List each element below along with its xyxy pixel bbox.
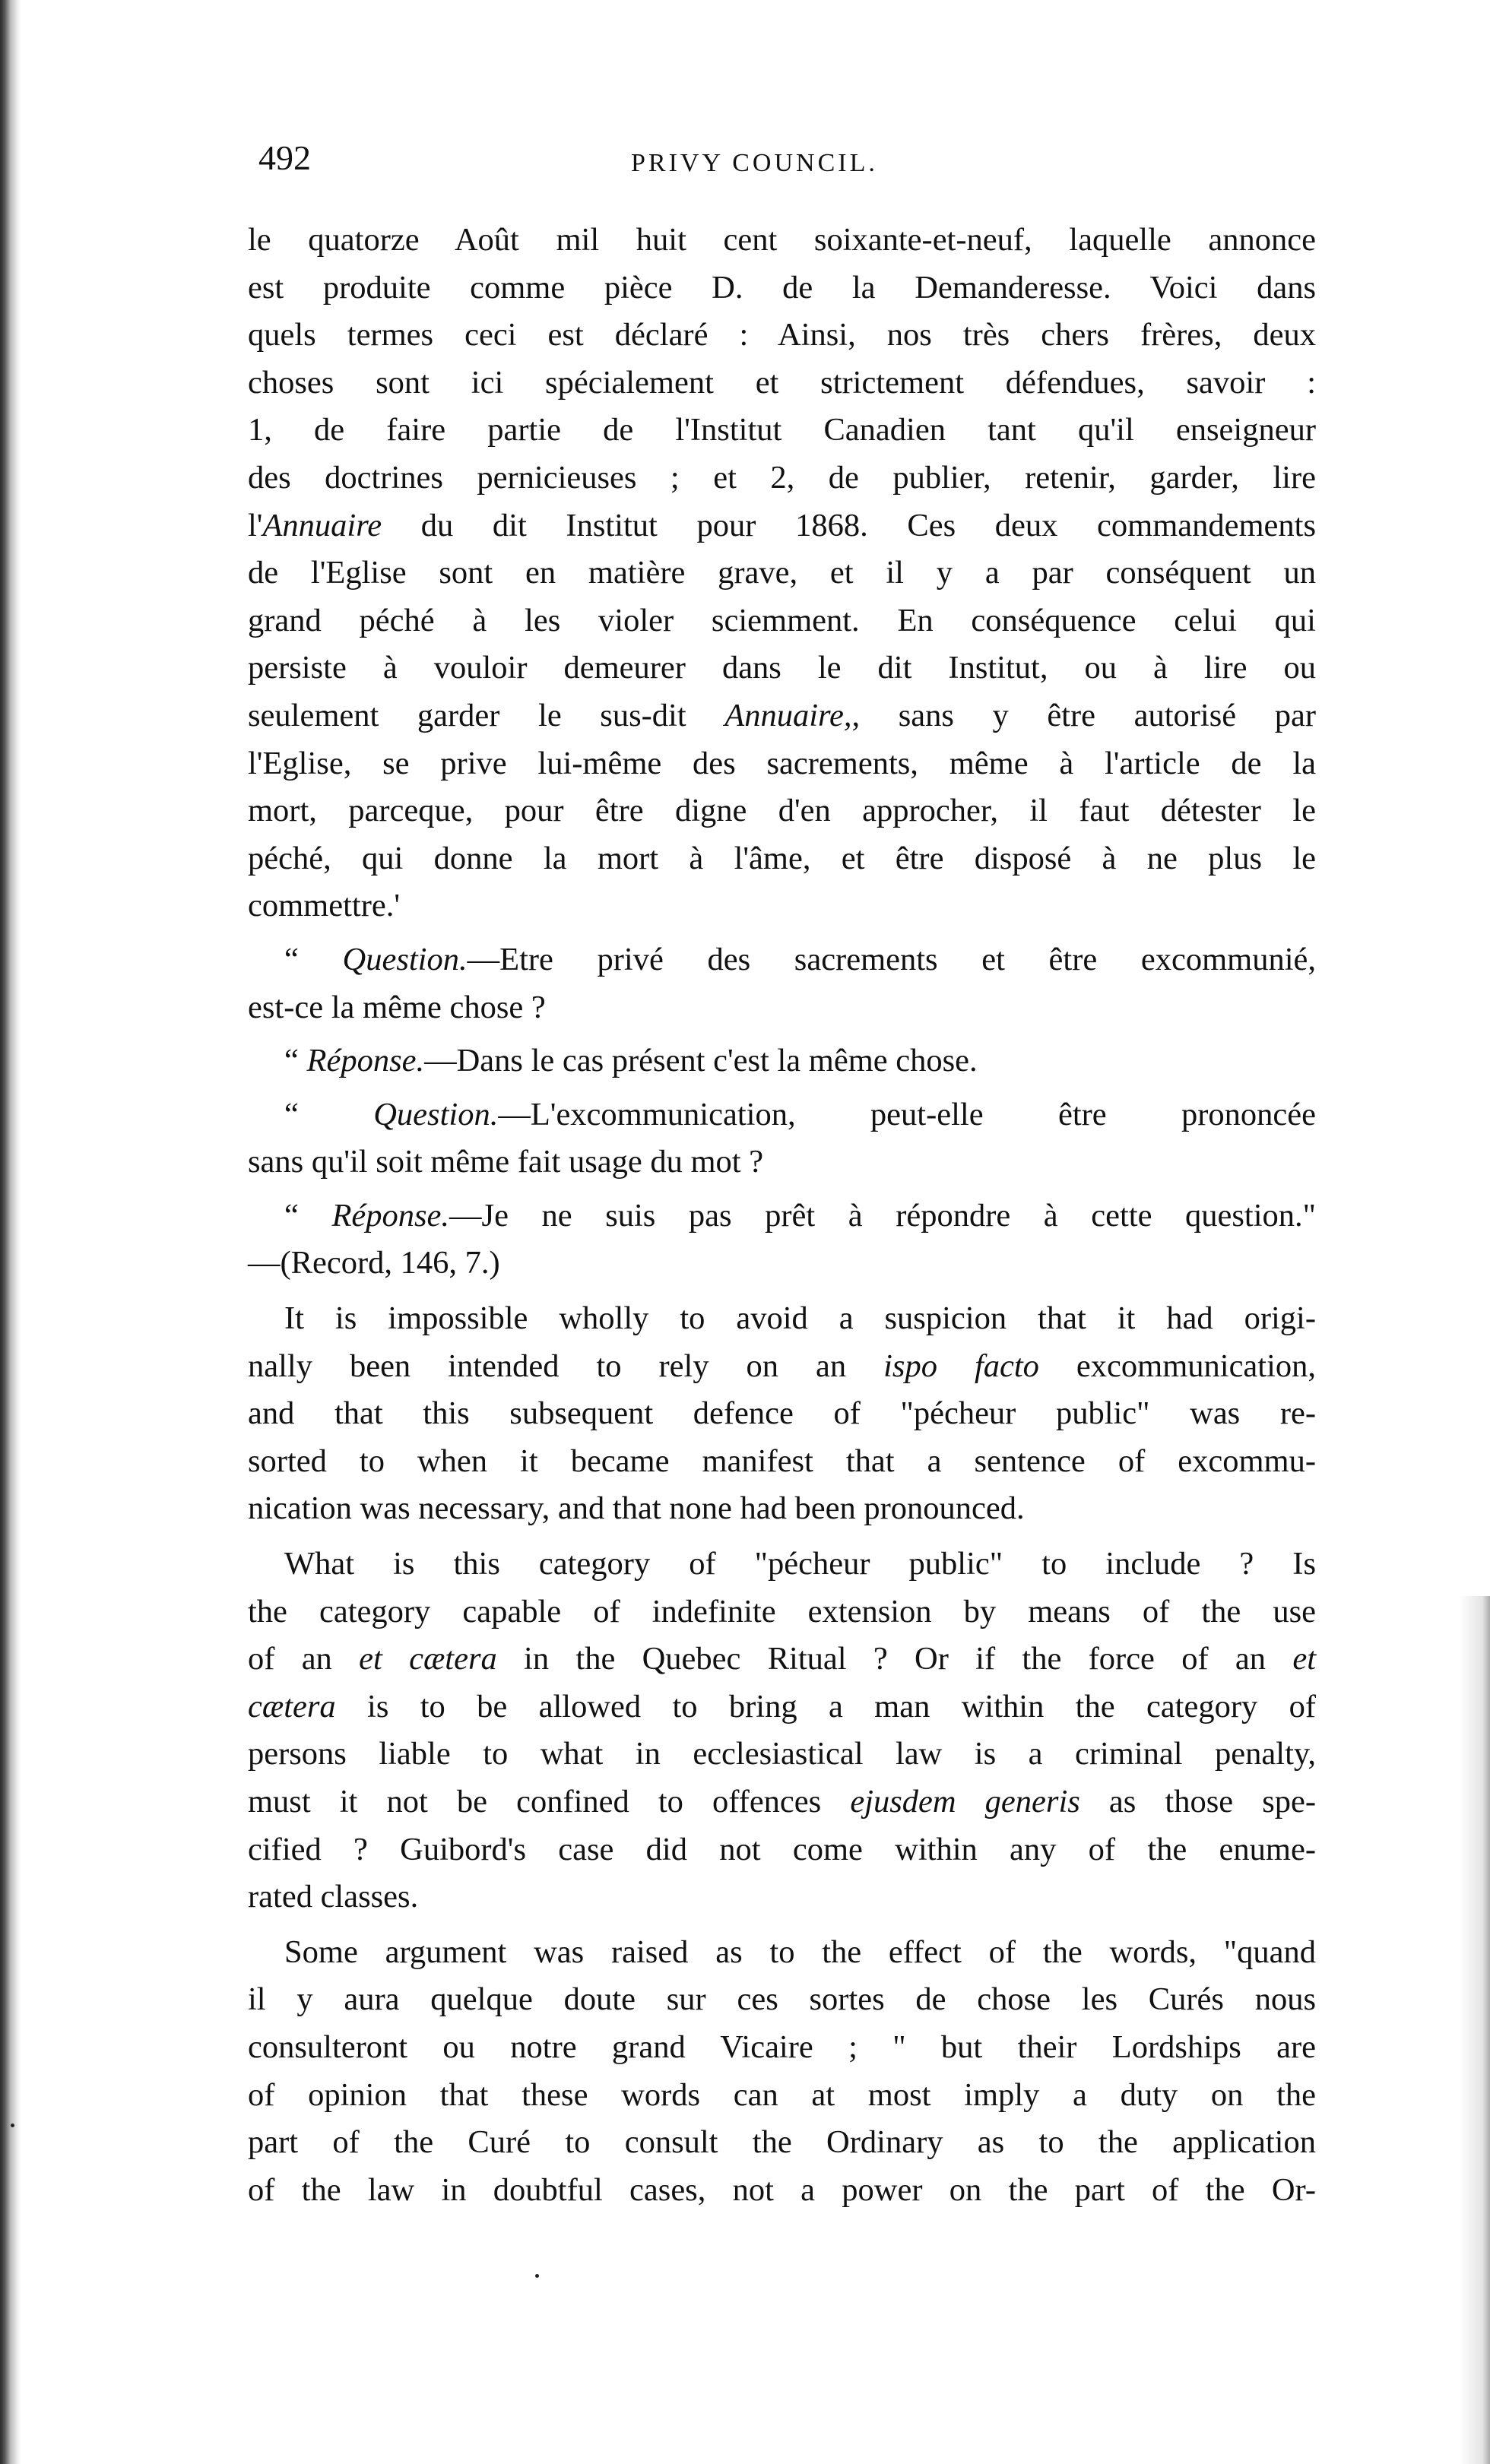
text-line: de l'Eglise sont en matière grave, et il y a par conséquent un bbox=[248, 555, 1316, 591]
text-fragment: in the Quebec Ritual ? Or if the force of an bbox=[524, 1641, 1266, 1677]
text-line: choses sont ici spécialement et strictement défendues, savoir : bbox=[248, 364, 1316, 401]
text-fragment: —L'excommunication, peut-elle être prononcée bbox=[498, 1096, 1316, 1132]
text-line bbox=[248, 1343, 1316, 1391]
text-line: l'Eglise, se prive lui-même des sacrements, même à l'article de la bbox=[248, 745, 1316, 781]
text-line: commettre.' bbox=[248, 888, 401, 924]
text-fragment: “ bbox=[284, 1043, 307, 1079]
italic-et-caetera: et cætera bbox=[359, 1641, 497, 1677]
text-line: of the law in doubtful cases, not a power on the part of the Or- bbox=[248, 2171, 1316, 2208]
text-line bbox=[248, 1192, 1316, 1240]
body-text bbox=[248, 217, 1316, 2214]
text-line: sorted to when it became manifest that a sentence of excommu- bbox=[248, 1443, 1316, 1479]
text-fragment: “ bbox=[284, 1197, 332, 1234]
italic-et: et bbox=[1292, 1641, 1316, 1677]
text-line: quels termes ceci est déclaré : Ainsi, nos très chers frères, deux bbox=[248, 317, 1316, 353]
page-edge-shadow bbox=[1460, 1596, 1490, 2464]
text-fragment: is to be allowed to bring a man within the category of bbox=[367, 1688, 1316, 1724]
text-fragment: seulement garder le sus-dit bbox=[248, 697, 686, 733]
text-line bbox=[248, 1037, 1316, 1085]
text-line bbox=[248, 1636, 1316, 1683]
text-line: est produite comme pièce D. de la Demanderesse. Voici dans bbox=[248, 269, 1316, 306]
text-fragment: excommunication, bbox=[1076, 1348, 1317, 1384]
text-fragment: l' bbox=[248, 507, 263, 543]
text-line: What is this category of "pécheur public" to include ? Is bbox=[284, 1546, 1316, 1582]
italic-ejusdem-generis: ejusdem generis bbox=[850, 1784, 1080, 1819]
italic-annuaire: Annuaire bbox=[262, 507, 382, 543]
text-line bbox=[248, 936, 1316, 984]
italic-reponse: Réponse. bbox=[306, 1043, 425, 1079]
text-line: cified ? Guibord's case did not come within any of the enume- bbox=[248, 1831, 1316, 1867]
italic-question: Question. bbox=[342, 941, 468, 977]
text-line: nication was necessary, and that none had been pronounced. bbox=[248, 1490, 1025, 1527]
text-fragment: must it not be confined to offences bbox=[248, 1784, 822, 1819]
text-line: of opinion that these words can at most imply a duty on the bbox=[248, 2076, 1316, 2113]
text-fragment: of an bbox=[248, 1641, 332, 1677]
text-line bbox=[248, 1091, 1316, 1139]
text-line: grand péché à les violer sciemment. En conséquence celui qui bbox=[248, 602, 1316, 638]
binding-shadow bbox=[0, 0, 21, 2464]
text-line: Some argument was raised as to the effect of the words, "quand bbox=[284, 1934, 1316, 1970]
page-number: 492 bbox=[258, 138, 311, 177]
text-line: le quatorze Août mil huit cent soixante-et-neuf, laquelle annonce bbox=[248, 222, 1316, 258]
page-header bbox=[258, 135, 1315, 196]
text-line: péché, qui donne la mort à l'âme, et être disposé à ne plus le bbox=[248, 840, 1316, 876]
text-line bbox=[248, 1683, 1316, 1731]
text-fragment: du dit Institut pour 1868. Ces deux commandements bbox=[420, 507, 1317, 543]
italic-reponse: Réponse. bbox=[331, 1197, 450, 1234]
text-fragment: —Etre privé des sacrements et être excommunié, bbox=[467, 941, 1317, 977]
text-line: the category capable of indefinite extension by means of the use bbox=[248, 1593, 1316, 1629]
text-line: —(Record, 146, 7.) bbox=[248, 1245, 500, 1281]
text-line bbox=[248, 502, 1316, 550]
text-fragment: —Je ne suis pas prêt à répondre à cette question." bbox=[449, 1197, 1316, 1234]
text-line: rated classes. bbox=[248, 1879, 419, 1915]
text-fragment: nally been intended to rely on an bbox=[248, 1348, 847, 1384]
text-line: est-ce la même chose ? bbox=[248, 989, 546, 1025]
text-line: persons liable to what in ecclesiastical law is a criminal penalty, bbox=[248, 1736, 1316, 1772]
text-fragment: “ bbox=[284, 941, 343, 977]
text-line: 1, de faire partie de l'Institut Canadien tant qu'il enseigneur bbox=[248, 412, 1316, 448]
italic-annuaire: Annuaire, bbox=[724, 697, 852, 733]
text-line: mort, parceque, pour être digne d'en approcher, il faut détester le bbox=[248, 793, 1316, 829]
italic-question: Question. bbox=[373, 1096, 499, 1132]
text-fragment: —Dans le cas présent c'est la même chose. bbox=[424, 1043, 978, 1079]
text-line bbox=[248, 1778, 1316, 1826]
text-line: It is impossible wholly to avoid a suspicion that it had origi- bbox=[284, 1300, 1316, 1337]
text-line: des doctrines pernicieuses ; et 2, de publier, retenir, garder, lire bbox=[248, 459, 1316, 496]
text-line: sans qu'il soit même fait usage du mot ? bbox=[248, 1144, 764, 1180]
text-fragment: “ bbox=[284, 1096, 374, 1132]
text-line: part of the Curé to consult the Ordinary as to the application bbox=[248, 2124, 1316, 2161]
text-fragment: , sans y être autorisé par bbox=[851, 697, 1316, 733]
running-head: PRIVY COUNCIL. bbox=[631, 149, 878, 177]
text-line: persiste à vouloir demeurer dans le dit Institut, ou à lire ou bbox=[248, 650, 1316, 686]
text-fragment: as those spe- bbox=[1108, 1784, 1317, 1819]
italic-ipso-facto: ispo facto bbox=[883, 1348, 1039, 1384]
italic-caetera: cætera bbox=[248, 1688, 336, 1724]
ink-speck bbox=[535, 2274, 539, 2278]
text-line: and that this subsequent defence of "pécheur public" was re- bbox=[248, 1395, 1316, 1432]
text-line bbox=[248, 692, 1316, 740]
ink-speck bbox=[11, 2124, 14, 2127]
text-line: il y aura quelque doute sur ces sortes de chose les Curés nous bbox=[248, 1981, 1316, 2018]
text-line: consulteront ou notre grand Vicaire ; " but their Lordships are bbox=[248, 2029, 1316, 2065]
